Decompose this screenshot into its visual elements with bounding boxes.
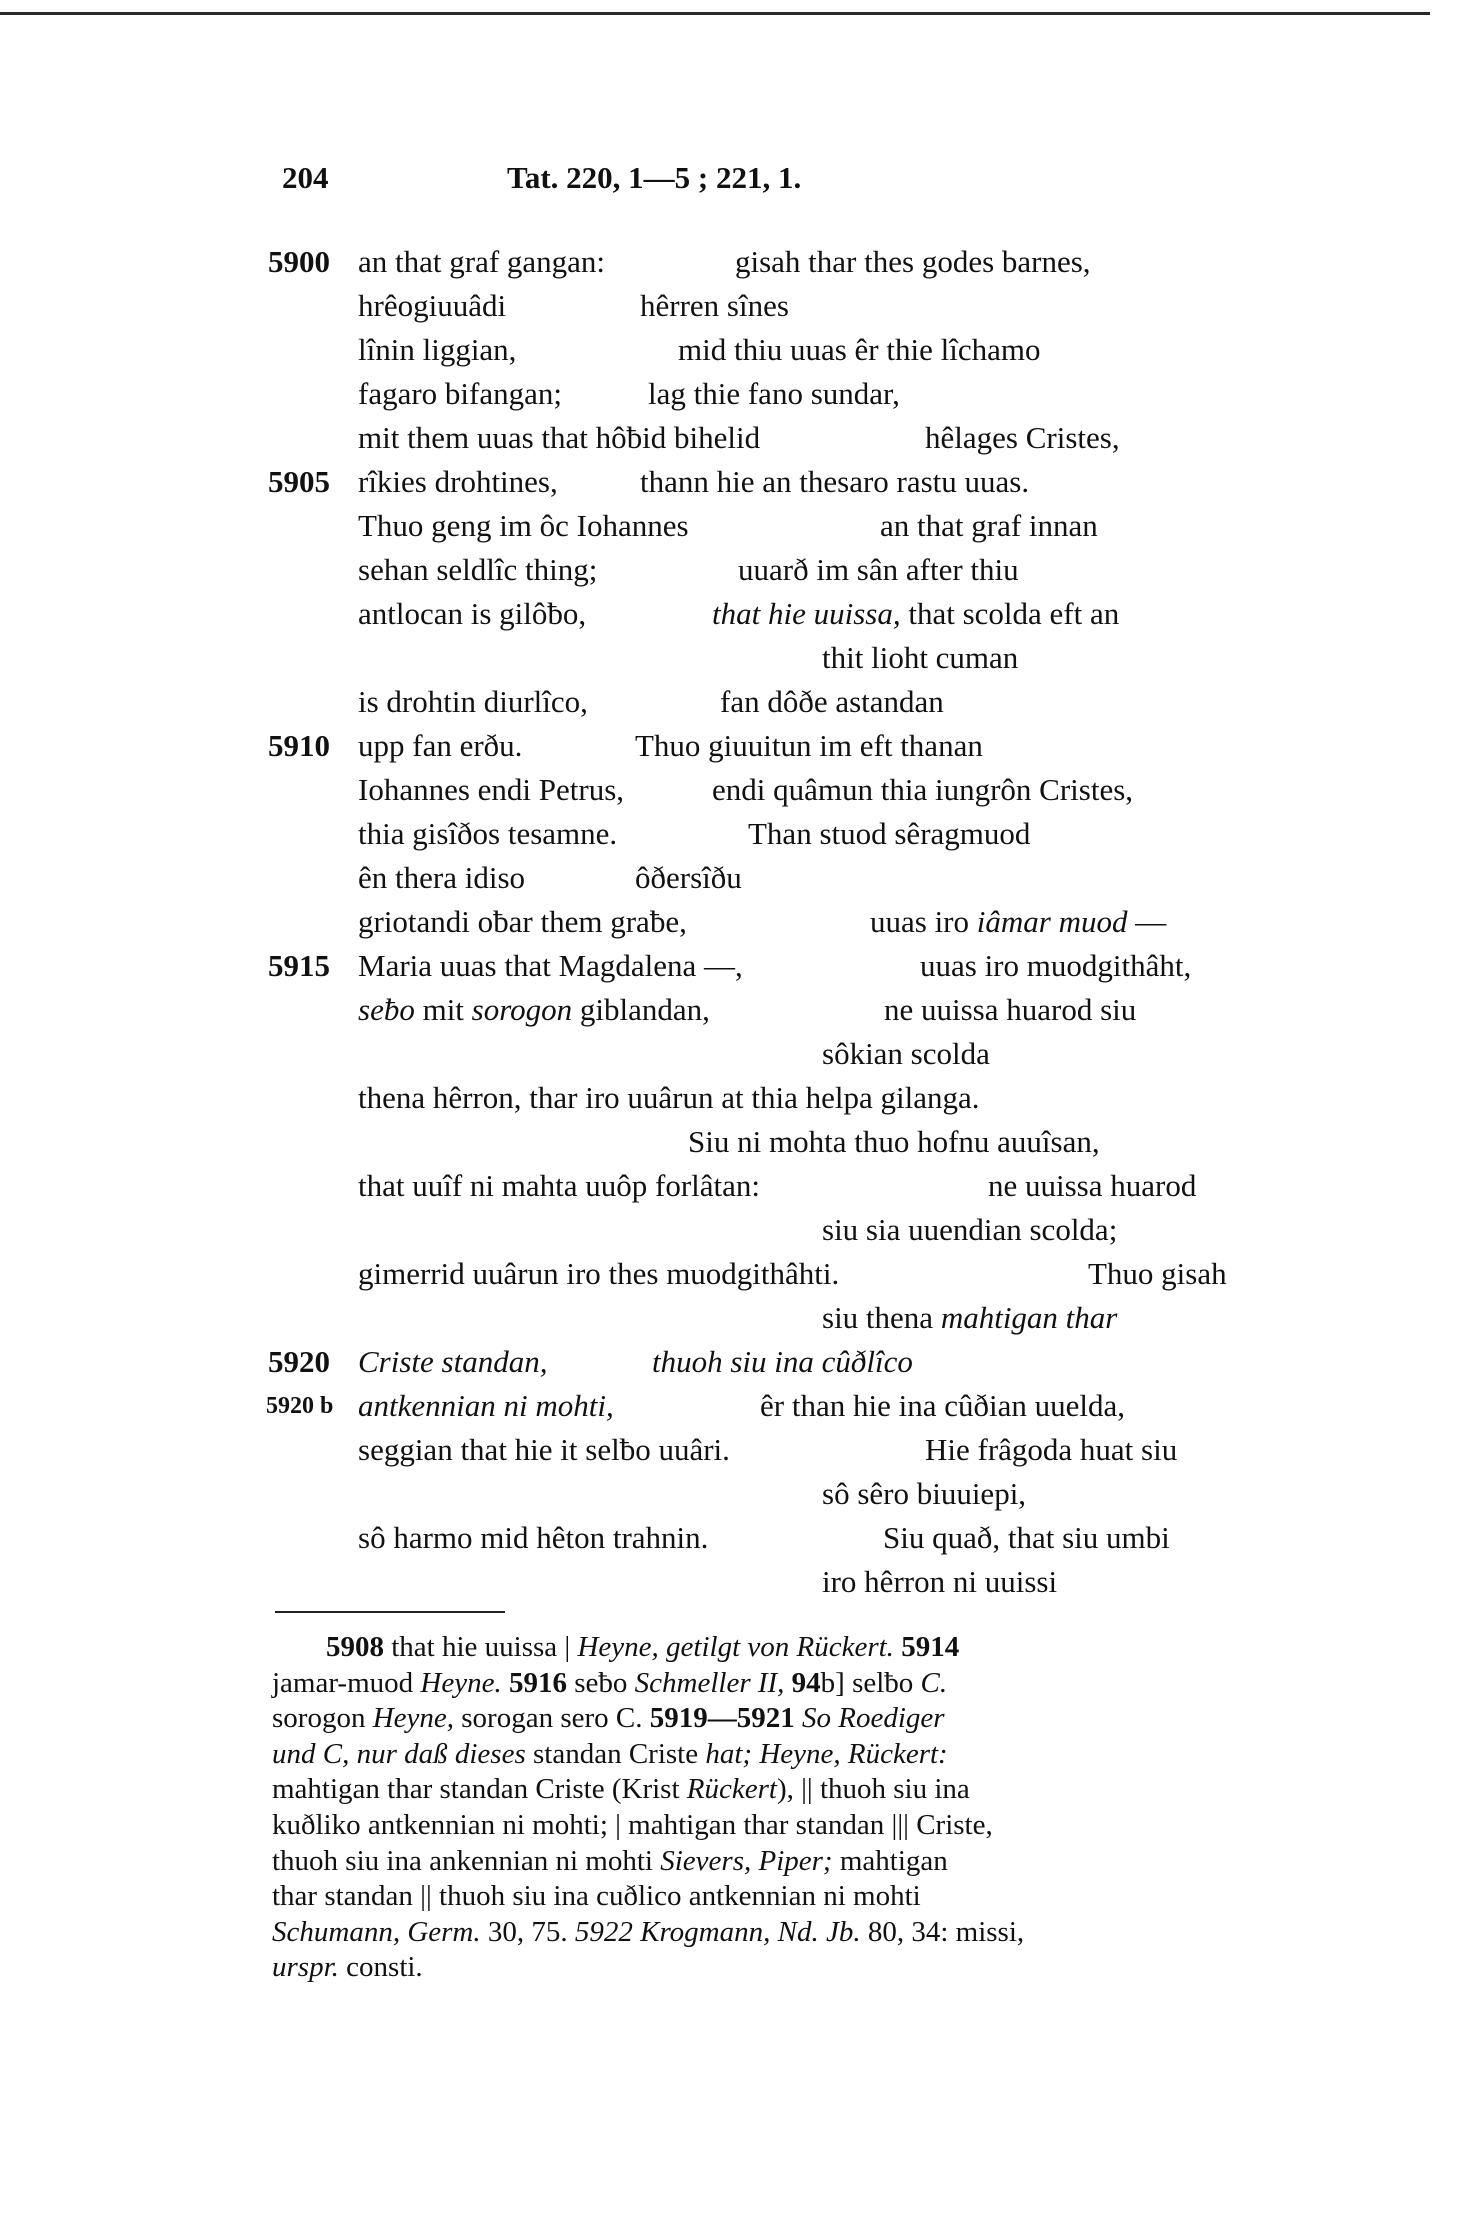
verse-line <box>0 812 1470 856</box>
half-line-a <box>358 1428 730 1472</box>
half-line-a <box>358 680 588 724</box>
verse-line <box>0 1164 1470 1208</box>
verse-line <box>0 856 1470 900</box>
verse-line <box>0 1428 1470 1472</box>
footnote-line <box>272 1701 1277 1737</box>
verse-line <box>0 1472 1470 1516</box>
continuation-line <box>822 636 1018 680</box>
text: Than stuod sêragmuod <box>748 816 1031 851</box>
text: gisah thar thes godes barnes, <box>735 244 1091 279</box>
text: thann hie an thesaro rastu uuas. <box>640 464 1030 499</box>
half-line-b <box>652 1340 913 1384</box>
text: ôðersîðu <box>635 860 742 895</box>
verse-number: 5920 b <box>266 1393 334 1419</box>
text: Thuo giuuitun im eft thanan <box>635 728 983 763</box>
verse-line <box>0 328 1470 372</box>
italic-text: antkennian ni mohti, <box>358 1388 614 1423</box>
footnote-text <box>502 1667 509 1699</box>
text: antlocan is gilôƀo, <box>358 596 587 631</box>
verse-number: 5910 <box>268 728 330 763</box>
text: thena hêrron, thar iro uuârun at thia helpa gilanga. <box>358 1080 980 1115</box>
half-line-b <box>635 724 983 768</box>
text: ne uuissa huarod <box>988 1168 1197 1203</box>
half-line-b <box>870 900 1166 944</box>
text: gimerrid uuârun iro thes muodgithâhti. <box>358 1256 840 1291</box>
half-line-a <box>358 328 516 372</box>
text: êr than hie ina cûðian uuelda, <box>760 1388 1125 1423</box>
text: Hie frâgoda huat siu <box>925 1432 1178 1467</box>
half-line-b <box>884 988 1136 1032</box>
footnote-text: Schmeller II, <box>634 1666 785 1699</box>
text: Thuo gisah <box>1088 1256 1227 1291</box>
text: sô sêro biuuiepi, <box>822 1476 1027 1511</box>
verse-line <box>0 768 1470 812</box>
text: rîkies drohtines, <box>358 464 558 499</box>
text: Siu quað, that siu umbi <box>883 1520 1170 1555</box>
footnote-text: that hie uuissa | <box>384 1631 578 1663</box>
footnote-text: 5919—5921 <box>649 1702 795 1735</box>
footnote-line <box>272 1772 1277 1808</box>
footnote-text: seƀo <box>566 1666 635 1699</box>
text: Thuo geng im ôc Iohannes <box>358 508 689 543</box>
text: siu thena <box>822 1300 941 1335</box>
text: uuarð im sân after thiu <box>738 552 1019 587</box>
half-line-b <box>635 856 742 900</box>
half-line-a <box>358 724 522 768</box>
page-number: 204 <box>282 160 329 195</box>
half-line-b <box>640 460 1029 504</box>
footnote-text: thar standan || thuoh siu ina cuðlico antkennian ni mohti <box>272 1880 921 1913</box>
text: that scolda eft an <box>900 596 1120 631</box>
running-title: Tat. 220, 1—5 ; 221, 1. <box>507 160 802 195</box>
verse-line <box>0 1208 1470 1252</box>
half-line-b <box>988 1164 1196 1208</box>
verse-line <box>0 240 1470 284</box>
half-line-a <box>358 1384 614 1428</box>
italic-text: iâmar muod <box>976 904 1128 939</box>
half-line-b <box>720 680 944 724</box>
text: uuas iro <box>870 904 977 939</box>
verse-line <box>0 416 1470 460</box>
text: — <box>1127 904 1167 939</box>
verse-line <box>0 1120 1470 1164</box>
footnote-line <box>272 1950 1277 1986</box>
half-line-b <box>880 504 1098 548</box>
footnote-line <box>272 1844 1277 1880</box>
footnote-text: Heyne, getilgt von Rückert. <box>577 1631 894 1663</box>
text: hêlages Cristes, <box>925 420 1120 455</box>
text: griotandi oƀar them graƀe, <box>358 904 687 939</box>
half-line-a <box>358 1340 547 1384</box>
footnote-text: 5916 <box>508 1666 567 1699</box>
footnote-text: ), || thuoh siu ina <box>776 1773 970 1806</box>
footnote-text: sorogan sero C. <box>454 1702 650 1735</box>
half-line-a <box>358 900 687 944</box>
verse-line <box>0 1032 1470 1076</box>
verse-line <box>0 1384 1470 1428</box>
continuation-line <box>822 1296 1117 1340</box>
continuation-line <box>822 1560 1057 1604</box>
verse-line <box>0 680 1470 724</box>
verse-number: 5920 <box>268 1344 330 1379</box>
continuation-line <box>822 1208 1117 1252</box>
half-line-a <box>358 1164 760 1208</box>
half-line-a <box>358 460 558 504</box>
half-line-b <box>925 416 1120 460</box>
half-line-a <box>358 504 689 548</box>
footnote-text: So Roediger <box>802 1702 945 1735</box>
footnote-text: mahtigan <box>832 1844 948 1877</box>
text: ne uuissa huarod siu <box>884 992 1137 1027</box>
verse-line <box>0 944 1470 988</box>
footnote-text: mahtigan thar standan Criste (Krist <box>272 1773 687 1806</box>
text: giblandan, <box>572 992 710 1027</box>
text: seggian that hie it selƀo uuâri. <box>358 1432 730 1467</box>
half-line-a <box>358 372 562 416</box>
verse-line <box>0 724 1470 768</box>
half-line-a <box>358 812 617 856</box>
verse-number: 5900 <box>268 244 330 279</box>
half-line-a <box>358 240 605 284</box>
footnote-text: standan Criste <box>525 1737 706 1770</box>
verse-line <box>0 1560 1470 1604</box>
footnote-text: Sievers, Piper; <box>660 1844 833 1877</box>
text: upp fan erðu. <box>358 728 523 763</box>
italic-text: that hie uuissa, <box>712 596 901 631</box>
text: Iohannes endi Petrus, <box>358 772 625 807</box>
text: endi quâmun thia iungrôn Cristes, <box>712 772 1134 807</box>
half-line-b <box>640 284 789 328</box>
footnote-text: hat; Heyne, Rückert: <box>705 1737 948 1770</box>
continuation-line <box>822 1472 1026 1516</box>
verse-line <box>0 1076 1470 1120</box>
footnote-text: Heyne. <box>420 1666 502 1699</box>
footnote-text: thuoh siu ina ankennian ni mohti <box>272 1844 661 1877</box>
text: sehan seldlîc thing; <box>358 552 598 587</box>
footnote-text: 5922 Krogmann, Nd. Jb. <box>574 1915 861 1948</box>
half-line-a <box>358 284 506 328</box>
footnote-line <box>272 1666 1277 1702</box>
verse-line <box>0 1296 1470 1340</box>
verse-line <box>0 592 1470 636</box>
text: mit <box>414 992 472 1027</box>
italic-text: sorogon <box>471 992 573 1027</box>
verse-line <box>0 1516 1470 1560</box>
half-line-b <box>760 1384 1125 1428</box>
half-line-a <box>358 1076 979 1120</box>
italic-text: thuoh siu ina cûðlîco <box>652 1344 913 1379</box>
text: lînin liggian, <box>358 332 517 367</box>
page-header <box>282 160 1282 200</box>
text: thit lioht cuman <box>822 640 1019 675</box>
text: ên thera idiso <box>358 860 526 895</box>
footnote-text: 80, 34: missi, <box>860 1915 1025 1948</box>
italic-text: seƀo <box>358 992 415 1027</box>
verse-line <box>0 1340 1470 1384</box>
footnote-text: Schumann, Germ. <box>272 1915 481 1948</box>
verse-number: 5905 <box>268 464 330 499</box>
half-line-a <box>358 856 525 900</box>
footnote-line <box>272 1879 1277 1915</box>
italic-text: mahtigan thar <box>940 1300 1118 1335</box>
half-line-b <box>920 944 1191 988</box>
verse-line <box>0 988 1470 1032</box>
half-line-b <box>883 1516 1170 1560</box>
half-line-b <box>712 768 1133 812</box>
half-line-b <box>648 372 900 416</box>
half-line-b <box>925 1428 1177 1472</box>
continuation-line <box>822 1032 990 1076</box>
verse-line <box>0 1252 1470 1296</box>
text: mit them uuas that hôƀid bihelid <box>358 420 761 455</box>
half-line-a <box>358 1516 708 1560</box>
verse-line <box>0 900 1470 944</box>
footnote-text <box>795 1702 802 1734</box>
half-line-b <box>748 812 1030 856</box>
verse-line <box>0 460 1470 504</box>
text: uuas iro muodgithâht, <box>920 948 1192 983</box>
half-line-b <box>735 240 1091 284</box>
footnote-text <box>784 1667 791 1699</box>
verse-line <box>0 636 1470 680</box>
half-line-a <box>358 1252 839 1296</box>
footnote-text: 30, 75. <box>480 1915 575 1948</box>
half-line-b <box>678 328 1040 372</box>
text: Maria uuas that Magdalena —, <box>358 948 743 983</box>
footnote-text: kuðliko antkennian ni mohti; | mahtigan thar standan ||| Criste, <box>272 1808 993 1841</box>
text: that uuîf ni mahta uuôp forlâtan: <box>358 1168 761 1203</box>
text: iro hêrron ni uuissi <box>822 1564 1058 1599</box>
footnote-text: jamar-muod <box>272 1666 421 1699</box>
text: hêrren sînes <box>640 288 789 323</box>
footnote-text: 5908 <box>326 1631 384 1663</box>
text: an that graf gangan: <box>358 244 606 279</box>
footnote-line <box>272 1737 1277 1773</box>
footnote-text: sorogon <box>272 1702 373 1735</box>
text: mid thiu uuas êr thie lîchamo <box>678 332 1041 367</box>
verse-line <box>0 548 1470 592</box>
verse-line <box>0 372 1470 416</box>
text: thia gisîðos tesamne. <box>358 816 618 851</box>
top-rule <box>0 12 1430 15</box>
continuation-line: Siu ni mohta thuo hofnu auuîsan, <box>688 1124 1100 1159</box>
verse-number: 5915 <box>268 948 330 983</box>
text: siu sia uuendian scolda; <box>822 1212 1118 1247</box>
footnote-line <box>272 1630 1277 1666</box>
half-line-a <box>358 944 743 988</box>
text: sô harmo mid hêton trahnin. <box>358 1520 709 1555</box>
half-line-a <box>358 988 710 1032</box>
verse-line <box>0 504 1470 548</box>
half-line-b <box>1088 1252 1227 1296</box>
footnote-text: consti. <box>338 1951 423 1984</box>
footnote-text: C. <box>920 1666 948 1699</box>
footnote-text: Heyne, <box>372 1702 455 1735</box>
text: fagaro bifangan; <box>358 376 562 411</box>
footnote-text: urspr. <box>272 1951 339 1984</box>
footnotes <box>272 1630 1277 1986</box>
half-line-a <box>358 548 597 592</box>
text: an that graf innan <box>880 508 1098 543</box>
footnote-text: und C, nur daß dieses <box>272 1737 526 1770</box>
footnote-text: Rückert <box>686 1773 777 1806</box>
half-line-b <box>738 548 1019 592</box>
text: fan dôðe astandan <box>720 684 944 719</box>
half-line-a <box>358 768 624 812</box>
footnote-text: b] selƀo <box>820 1666 921 1699</box>
text: lag thie fano sundar, <box>648 376 900 411</box>
text: hrêogiuuâdi <box>358 288 507 323</box>
footnote-text: 5914 <box>901 1631 960 1663</box>
footnote-rule <box>275 1611 505 1613</box>
text: sôkian scolda <box>822 1036 990 1071</box>
footnote-line <box>272 1808 1277 1844</box>
verse-line <box>0 284 1470 328</box>
italic-text: Criste standan, <box>358 1344 548 1379</box>
footnote-text: 94 <box>791 1666 821 1699</box>
text: is drohtin diurlîco, <box>358 684 588 719</box>
footnote-line <box>272 1915 1277 1951</box>
half-line-a <box>358 592 586 636</box>
half-line-a <box>358 416 760 460</box>
half-line-b <box>712 592 1119 636</box>
